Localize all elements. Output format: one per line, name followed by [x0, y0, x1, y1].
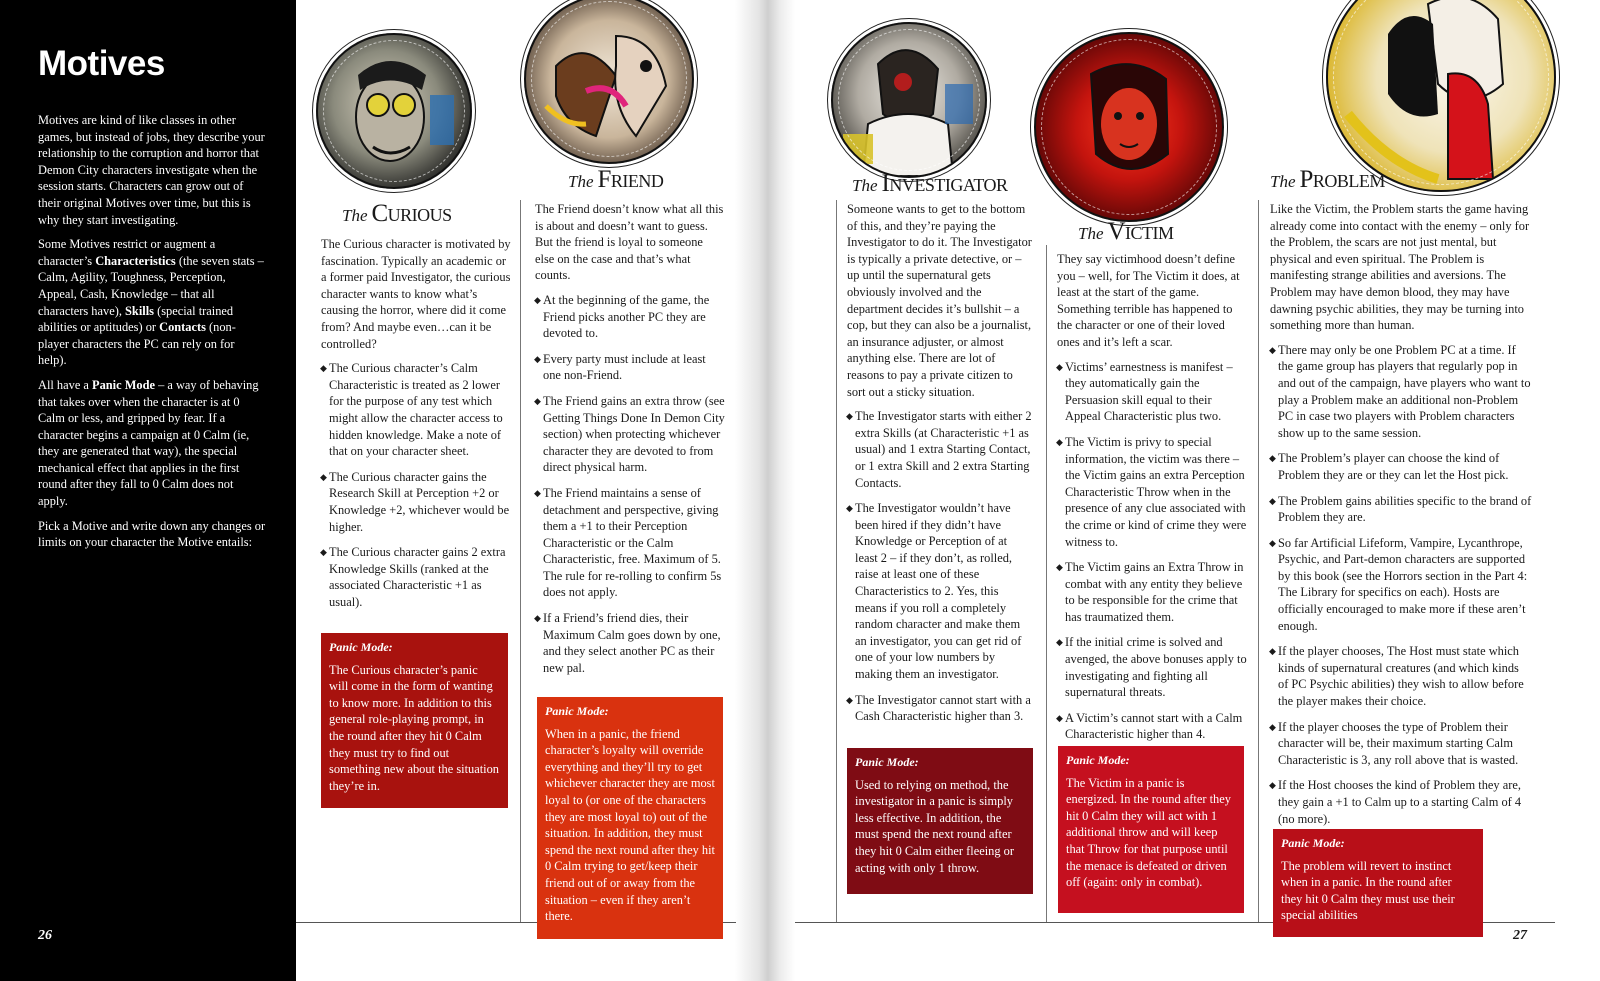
bullet-icon: ◆: [1269, 721, 1276, 732]
investigator-column: [847, 201, 1032, 734]
rule-text: The Friend maintains a sense of detachment and perspective, giving them a +1 to their Perception Characteristic or the Calm Characteristic, free. Maximum of 5. The rule for re-rolling to confirm 5s does not apply.: [543, 485, 722, 600]
intro-paragraph: [38, 236, 266, 369]
heading-name: Investigator: [881, 170, 1008, 197]
list-item: [1270, 643, 1532, 709]
bullet-icon: ◆: [846, 411, 853, 422]
column-divider: [836, 200, 837, 922]
bullet-icon: ◆: [1056, 436, 1063, 447]
heading-name: Curious: [371, 200, 452, 227]
list-item: [1057, 359, 1247, 425]
rule-text: So far Artificial Lifeform, Vampire, Lycanthrope, Psychic, and Part-demon characters are supported by this book (see the Horrors section in the Part 4: The Library for specifics on each). Hosts are officially encouraged to make more if these aren’t enough.: [1278, 535, 1528, 633]
list-item: [321, 544, 511, 610]
panic-label: Panic Mode:: [1281, 836, 1345, 850]
panic-label: Panic Mode:: [545, 704, 609, 718]
bullet-icon: ◆: [1269, 344, 1276, 355]
intro-paragraph: [38, 112, 266, 228]
list-item: [1057, 634, 1247, 700]
list-item: [1270, 342, 1532, 442]
victim-rules: [1057, 359, 1247, 743]
investigator-rules: [847, 408, 1032, 725]
term-characteristics: Characteristics: [95, 253, 176, 268]
list-item: [535, 485, 725, 601]
rule-text: If a Friend’s friend dies, their Maximum Calm goes down by one, and they select another PC as their new pal.: [543, 611, 721, 675]
friend-description: The Friend doesn’t know what all this is about and doesn’t want to guess. But the friend is loyal to someone else on the case and that’s what counts.: [535, 202, 724, 283]
investigator-portrait-medallion: [831, 22, 987, 178]
rule-text: At the beginning of the game, the Friend picks another PC they are devoted to.: [543, 292, 710, 341]
intro-text-1: Motives are kind of like classes in other games, but instead of jobs, they describe your relationship to the corruption and horror that Demon City characters investigate when the session starts. Characters can grow out of their original Motives over time, but this is why they start investigating.: [38, 113, 265, 227]
book-gutter: [735, 0, 795, 981]
list-item: [847, 500, 1032, 683]
bullet-icon: ◆: [1269, 495, 1276, 506]
medallion-ring: [531, 1, 687, 157]
rule-text: If the player chooses the type of Problem their character will be, their maximum starting Calm Characteristic is 3, any roll above that is wasted.: [1278, 719, 1519, 767]
list-item: [321, 360, 511, 460]
investigator-description: Someone wants to get to the bottom of this, and they’re paying the Investigator to do it. The Investigator is typically a private detective, or – up until the supernatural gets obviously involved and the department decides it’s bullshit – a cop, but they can also be a journalist, an insurance adjuster, or almost anything else. There are lot of reasons to pay a private citizen to sort out a sticky situation.: [847, 202, 1032, 399]
medallion-ring: [838, 29, 980, 171]
bullet-icon: ◆: [1269, 646, 1276, 657]
friend-rules: [535, 292, 725, 676]
problem-rules: [1270, 342, 1532, 827]
friend-portrait-medallion: [524, 0, 694, 164]
friend-heading: [568, 166, 663, 194]
intro-paragraph: [38, 518, 266, 551]
bullet-icon: ◆: [1056, 637, 1063, 648]
bullet-icon: ◆: [534, 487, 541, 498]
panic-label: Panic Mode:: [329, 640, 393, 654]
list-item: [1270, 450, 1532, 483]
list-item: [535, 610, 725, 676]
heading-the: The: [568, 172, 594, 191]
rule-text: The Problem gains abilities specific to the brand of Problem they are.: [1278, 493, 1532, 525]
intro-paragraph: [38, 377, 266, 510]
intro-text-2c: (the seven stats – Calm, Agility, Toughness, Perception, Appeal, Cash, Knowledge – that all characters have),: [38, 253, 264, 318]
problem-description: Like the Victim, the Problem starts the game having already come into contact with the enemy – only for the Problem, the scars are not just mental, but physical and even spiritual. The Problem is manifesting strange abilities and aversions. The Problem may have demon blood, they may have dawning psychic abilities, they may be turning into something more than human.: [1270, 202, 1530, 333]
list-item: [535, 292, 725, 342]
intro-text: [38, 112, 266, 559]
rule-text: The Problem’s player can choose the kind of Problem they are or they can let the Host pick.: [1278, 451, 1509, 482]
panic-text: The Victim in a panic is energized. In the round after they hit 0 Calm they will act with 1 additional throw and will keep that Throw for that purpose until the menace is defeated or driven off (again: only in combat).: [1066, 775, 1231, 890]
curious-panic-box: [321, 633, 508, 808]
column-divider: [520, 200, 521, 922]
rule-text: The Victim gains an Extra Throw in combat with any entity they believe to be responsible for the crime that has traumatized them.: [1065, 560, 1244, 624]
heading-name: Problem: [1299, 166, 1385, 193]
bullet-icon: ◆: [320, 547, 327, 558]
medallion-ring: [323, 40, 465, 182]
intro-text-2g: (non-player characters the PC can rely on for help).: [38, 320, 236, 368]
rule-text: If the initial crime is solved and avenged, the above bonuses apply to investigating and fighting all supernatural threats.: [1065, 635, 1247, 700]
friend-column: [535, 201, 725, 685]
victim-description: They say victimhood doesn’t define you – well, for The Victim it does, at least at the start of the game. Something terrible has happened to the character or one of their loved ones and it’s left a scar.: [1057, 252, 1240, 349]
bullet-icon: ◆: [1269, 537, 1276, 548]
problem-column: [1270, 201, 1532, 836]
rule-text: The Curious character’s Calm Characteristic is treated as 2 lower for the purpose of any test which might allow the character access to hidden knowledge. Make a note of that on your character sheet.: [329, 361, 503, 459]
list-item: [1057, 710, 1247, 743]
heading-the: The: [1270, 172, 1296, 191]
bullet-icon: ◆: [534, 294, 541, 305]
problem-heading: [1270, 166, 1385, 194]
rule-text: The Curious character gains 2 extra Knowledge Skills (ranked at the associated Characteristic +1 as usual).: [329, 545, 506, 609]
rule-text: The Curious character gains the Research Skill at Perception +2 or Knowledge +2, whichever would be higher.: [329, 469, 510, 534]
list-item: [847, 692, 1032, 725]
page-title: Motives: [38, 44, 165, 83]
bullet-icon: ◆: [534, 613, 541, 624]
panic-text: Used to relying on method, the investigator in a panic is simply less effective. In addition, the must spend the next round after they hit 0 Calm either fleeing or acting with only 1 throw.: [855, 777, 1014, 875]
heading-name: Victim: [1107, 218, 1174, 245]
rule-text: The Investigator cannot start with a Cash Characteristic higher than 3.: [855, 692, 1031, 724]
list-item: [535, 351, 725, 384]
bullet-icon: ◆: [1056, 562, 1063, 573]
intro-text-2a: Some Motives restrict or augment a character’s: [38, 237, 216, 268]
bullet-icon: ◆: [1269, 780, 1276, 791]
rule-text: Victims’ earnestness is manifest – they automatically gain the Persuasion skill equal to their Appeal Characteristic plus two.: [1065, 359, 1233, 424]
list-item: [1270, 777, 1532, 827]
friend-panic-box: [537, 697, 723, 939]
rule-text: The Victim is privy to special information, the victim was there – the Victim gains an extra Perception Characteristic Throw when in the presence of any clue associated with the crime or kind of crime they were witness to.: [1065, 434, 1247, 549]
intro-text-2e: (special trained abilities or aptitudes) or: [38, 303, 234, 335]
victim-panic-box: [1058, 746, 1244, 913]
bullet-icon: ◆: [534, 395, 541, 406]
term-panic-mode: Panic Mode: [92, 377, 155, 392]
rule-text: There may only be one Problem PC at a time. If the game group has players that regularly pop in and out of the campaign, have players who want to play a Problem make an additional non-Problem PC in case two players with Problem characters show up to the same session.: [1278, 342, 1531, 440]
list-item: [321, 469, 511, 535]
investigator-panic-box: [847, 748, 1033, 894]
problem-portrait-medallion: [1326, 0, 1556, 192]
bullet-icon: ◆: [846, 694, 853, 705]
term-contacts: Contacts: [159, 320, 206, 335]
victim-column: [1057, 251, 1247, 752]
bullet-icon: ◆: [846, 503, 853, 514]
bullet-icon: ◆: [1269, 453, 1276, 464]
rule-text: Every party must include at least one non-Friend.: [543, 351, 706, 383]
victim-portrait-medallion: [1034, 32, 1224, 222]
bullet-icon: ◆: [534, 353, 541, 364]
curious-column: [321, 236, 511, 619]
panic-label: Panic Mode:: [855, 755, 919, 769]
curious-portrait-medallion: [316, 33, 472, 189]
list-item: [535, 393, 725, 476]
curious-heading: [342, 200, 452, 228]
rule-text: The Investigator starts with either 2 extra Skills (at Characteristic +1 as usual) and 1 extra Starting Contact, or 1 extra Skill and 2 extra Starting Contacts.: [855, 409, 1032, 490]
victim-heading: [1078, 218, 1174, 246]
rule-text: A Victim’s cannot start with a Calm Characteristic higher than 4.: [1065, 710, 1243, 742]
heading-the: The: [342, 206, 368, 225]
rule-text: The Investigator wouldn’t have been hired if they didn’t have Knowledge or Perception of at least 2 – if they don’t, as rolled, raise at least one of these Characteristics to 2. Yes, this means if you roll a completely random character and make them an investigator, you can get rid of one of your low numbers by making them an investigator.: [855, 501, 1022, 682]
medallion-ring: [1041, 39, 1217, 215]
list-item: [1270, 719, 1532, 769]
panic-label: Panic Mode:: [1066, 753, 1130, 767]
intro-text-4: Pick a Motive and write down any changes or limits on your character the Motive entails:: [38, 518, 266, 550]
list-item: [1270, 535, 1532, 635]
bullet-icon: ◆: [320, 363, 327, 374]
bullet-icon: ◆: [320, 471, 327, 482]
bullet-icon: ◆: [1056, 712, 1063, 723]
term-skills: Skills: [125, 303, 154, 318]
page-number-left: 26: [38, 928, 52, 943]
column-divider: [1258, 200, 1259, 922]
panic-text: The Curious character’s panic will come in the form of wanting to know more. In addition to this general role-playing prompt, in the round after they hit 0 Calm they must try to find out something new about the situation they’re in.: [329, 662, 500, 793]
list-item: [1270, 493, 1532, 526]
panic-text: When in a panic, the friend character’s loyalty will override everything and they’ll try to get whichever character they are most loyal to (or one of the characters they are most loyal to) out of the situation. In addition, they must spend the next round after they hit 0 Calm trying to get/keep their friend out of or away from the situation – even if they aren’t there.: [545, 726, 715, 924]
motives-sidebar: [0, 0, 296, 981]
list-item: [1057, 559, 1247, 625]
column-divider: [1046, 245, 1047, 922]
heading-name: Friend: [597, 166, 664, 193]
panic-text: The problem will revert to instinct when in a panic. In the round after they hit 0 Calm they must use their special abilities: [1281, 858, 1455, 923]
page-number-right: 27: [1513, 928, 1527, 943]
problem-panic-box: [1273, 829, 1483, 937]
rule-text: If the player chooses, The Host must state which kinds of supernatural creatures (and which kinds of PC Psychic abilities) they wish to allow before the player makes their choice.: [1278, 644, 1524, 709]
rule-text: If the Host chooses the kind of Problem they are, they gain a +1 to Calm up to a starting Calm of 4 (no more).: [1278, 778, 1522, 826]
investigator-heading: [852, 170, 1008, 198]
list-item: [847, 408, 1032, 491]
heading-the: The: [1078, 224, 1104, 243]
curious-rules: [321, 360, 511, 610]
intro-text-3a: All have a: [38, 377, 93, 392]
intro-text-3c: – a way of behaving that takes over when the character is at 0 Calm or less, and gripped by fear. If a character begins a campaign at 0 Calm (ie, they are generated that way), the special mechanical effect that applies in the first round after they fall to 0 Calm does not apply.: [38, 377, 259, 509]
rule-text: The Friend gains an extra throw (see Getting Things Done In Demon City section) when protecting whichever character they are devoted to from direct physical harm.: [543, 393, 725, 475]
curious-description: The Curious character is motivated by fascination. Typically an academic or a former paid Investigator, the curious character wants to know what’s causing the horror, where did it come from? And maybe even…can it be controlled?: [321, 237, 511, 351]
heading-the: The: [852, 176, 878, 195]
list-item: [1057, 434, 1247, 550]
bullet-icon: ◆: [1056, 361, 1063, 372]
